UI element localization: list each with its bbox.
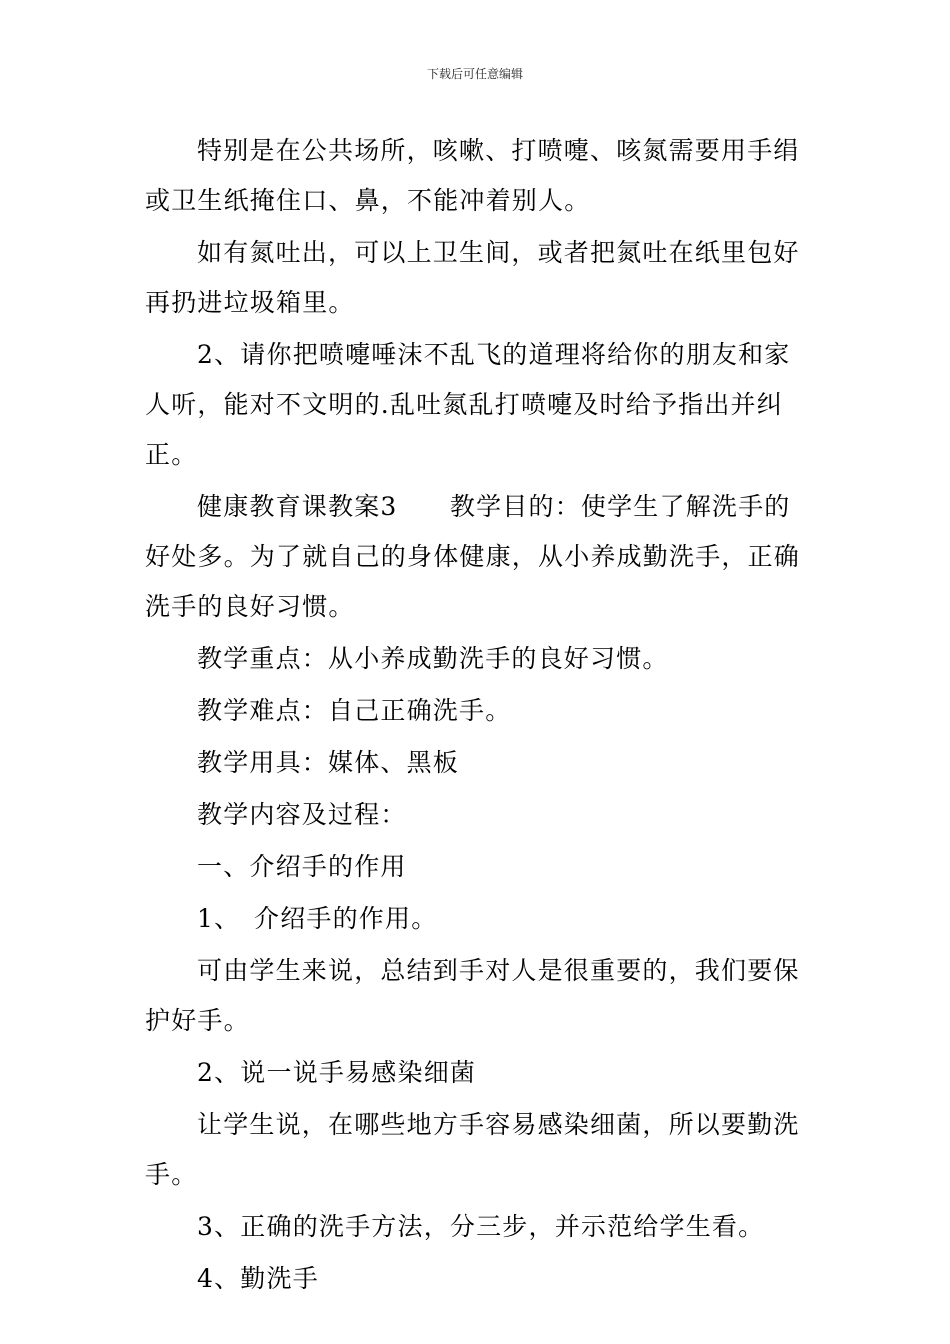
paragraph-9: 一、介绍手的作用 [197,852,407,881]
paragraph-13: 让学生说，在哪些地方手容易感染细菌，所以要勤洗手。 [145,1110,800,1189]
paragraph-11: 可由学生来说，总结到手对人是很重要的，我们要保护好手。 [145,956,800,1035]
paragraph-10: 1、 介绍手的作用。 [197,904,438,933]
page-header [0,66,950,82]
paragraph-12: 2、说一说手易感染细菌 [197,1058,477,1087]
paragraph-1: 特别是在公共场所，咳嗽、打喷嚏、咳氮需要用手绢或卫生纸掩住口、鼻，不能冲着别人。 [145,136,800,215]
paragraph-14: 3、正确的洗手方法，分三步，并示范给学生看。 [197,1212,765,1241]
paragraph-6: 教学难点：自己正确洗手。 [197,696,512,725]
paragraph-5: 教学重点：从小养成勤洗手的良好习惯。 [197,644,669,673]
paragraph-4: 健康教育课教案3 教学目的：使学生了解洗手的好处多。为了就自己的身体健康，从小养成勤洗手，正确洗手的良好习惯。 [145,492,801,621]
paragraph-2: 如有氮吐出，可以上卫生间，或者把氮吐在纸里包好再扔进垃圾箱里。 [145,238,800,317]
paragraph-15: 4、勤洗手 [197,1264,319,1293]
document-body [145,126,810,1306]
paragraph-7: 教学用具：媒体、黑板 [197,748,460,777]
header-note: 下载后可任意编辑 [426,67,523,81]
paragraph-8: 教学内容及过程： [197,800,407,829]
paragraph-3: 2、请你把喷嚏唾沫不乱飞的道理将给你的朋友和家人听，能对不文明的.乱吐氮乱打喷嚏及时给予指出并纠正。 [145,340,791,469]
